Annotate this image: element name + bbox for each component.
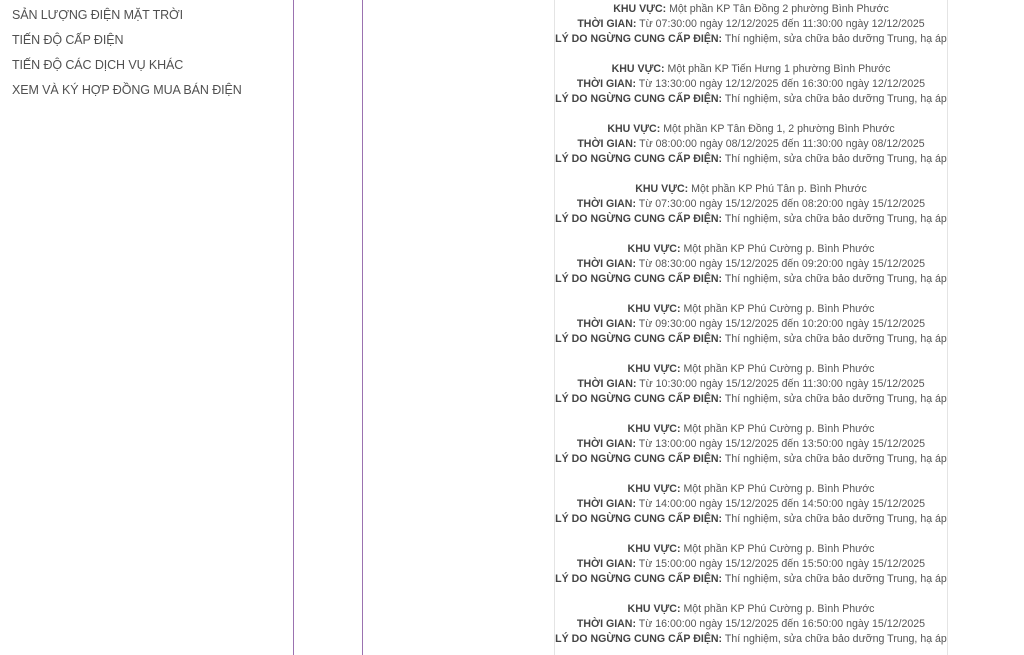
outage-area-row: [555, 182, 947, 197]
outage-time-label: THỜI GIAN:: [576, 498, 636, 510]
outage-reason-label: LÝ DO NGỪNG CUNG CẤP ĐIỆN:: [555, 513, 723, 525]
outage-reason-row: [555, 332, 947, 347]
column-divider-left: [293, 0, 294, 655]
outage-area-label: KHU VỰC:: [627, 603, 681, 615]
outage-reason-value: Thí nghiệm, sửa chữa bảo dưỡng Trung, hạ áp: [724, 333, 947, 345]
outage-time-row: [555, 137, 947, 152]
outage-reason-label: LÝ DO NGỪNG CUNG CẤP ĐIỆN:: [555, 453, 723, 465]
outage-area-value: Một phần KP Phú Cường p. Bình Phước: [683, 543, 875, 555]
outage-entry: [555, 62, 947, 107]
outage-time-value: Từ 14:00:00 ngày 15/12/2025 đến 14:50:00 ngày 15/12/2025: [638, 498, 926, 510]
outage-time-label: THỜI GIAN:: [576, 198, 636, 210]
outage-reason-row: [555, 512, 947, 527]
outage-area-row: [555, 362, 947, 377]
outage-time-row: [555, 557, 947, 572]
outage-time-value: Từ 15:00:00 ngày 15/12/2025 đến 15:50:00 ngày 15/12/2025: [638, 558, 926, 570]
outage-time-value: Từ 08:30:00 ngày 15/12/2025 đến 09:20:00 ngày 15/12/2025: [638, 258, 926, 270]
outage-entry: [555, 422, 947, 467]
outage-area-row: [555, 2, 947, 17]
outage-area-row: [555, 602, 947, 617]
outage-reason-label: LÝ DO NGỪNG CUNG CẤP ĐIỆN:: [555, 573, 723, 585]
outage-reason-label: LÝ DO NGỪNG CUNG CẤP ĐIỆN:: [555, 33, 723, 45]
outage-reason-row: [555, 92, 947, 107]
outage-reason-label: LÝ DO NGỪNG CUNG CẤP ĐIỆN:: [555, 93, 723, 105]
outage-area-row: [555, 62, 947, 77]
outage-time-row: [555, 257, 947, 272]
outage-area-label: KHU VỰC:: [607, 123, 661, 135]
outage-reason-value: Thí nghiệm, sửa chữa bảo dưỡng Trung, hạ áp: [724, 153, 947, 165]
outage-reason-row: [555, 152, 947, 167]
outage-time-value: Từ 16:00:00 ngày 15/12/2025 đến 16:50:00 ngày 15/12/2025: [638, 618, 926, 630]
outage-time-row: [555, 497, 947, 512]
outage-reason-value: Thí nghiệm, sửa chữa bảo dưỡng Trung, hạ áp: [724, 273, 947, 285]
menu-item-power-supply-progress[interactable]: TIẾN ĐỘ CẤP ĐIỆN: [12, 33, 124, 47]
outage-area-label: KHU VỰC:: [635, 183, 689, 195]
outage-time-label: THỜI GIAN:: [577, 18, 637, 30]
outage-time-row: [555, 317, 947, 332]
outage-time-label: THỜI GIAN:: [576, 318, 636, 330]
outage-area-value: Một phần KP Phú Cường p. Bình Phước: [683, 423, 875, 435]
outage-entry: [555, 122, 947, 167]
outage-reason-label: LÝ DO NGỪNG CUNG CẤP ĐIỆN:: [555, 273, 723, 285]
outage-area-label: KHU VỰC:: [613, 3, 667, 15]
outage-reason-row: [555, 392, 947, 407]
outage-reason-label: LÝ DO NGỪNG CUNG CẤP ĐIỆN:: [555, 213, 723, 225]
outage-reason-label: LÝ DO NGỪNG CUNG CẤP ĐIỆN:: [555, 153, 723, 165]
outage-time-value: Từ 13:00:00 ngày 15/12/2025 đến 13:50:00 ngày 15/12/2025: [638, 438, 926, 450]
outage-time-row: [555, 377, 947, 392]
outage-time-row: [555, 197, 947, 212]
outage-reason-value: Thí nghiệm, sửa chữa bảo dưỡng Trung, hạ áp: [724, 633, 947, 645]
outage-area-value: Một phần KP Phú Cường p. Bình Phước: [683, 603, 875, 615]
outage-reason-label: LÝ DO NGỪNG CUNG CẤP ĐIỆN:: [555, 633, 723, 645]
outage-area-value: Một phần KP Phú Cường p. Bình Phước: [683, 483, 875, 495]
outage-area-value: Một phần KP Tân Đồng 1, 2 phường Bình Phước: [663, 123, 895, 135]
outage-time-value: Từ 13:30:00 ngày 12/12/2025 đến 16:30:00 ngày 12/12/2025: [638, 78, 926, 90]
outage-entry: [555, 542, 947, 587]
outage-entry: [555, 362, 947, 407]
outage-time-label: THỜI GIAN:: [576, 558, 636, 570]
column-divider-right: [362, 0, 363, 655]
outage-time-row: [555, 17, 947, 32]
outage-reason-value: Thí nghiệm, sửa chữa bảo dưỡng Trung, hạ áp: [724, 213, 947, 225]
outage-time-label: THỜI GIAN:: [576, 258, 636, 270]
outage-time-label: THỜI GIAN:: [577, 138, 637, 150]
outage-time-row: [555, 77, 947, 92]
outage-reason-label: LÝ DO NGỪNG CUNG CẤP ĐIỆN:: [555, 333, 723, 345]
outage-area-label: KHU VỰC:: [611, 63, 665, 75]
outage-time-label: THỜI GIAN:: [576, 618, 636, 630]
outage-time-value: Từ 07:30:00 ngày 12/12/2025 đến 11:30:00 ngày 12/12/2025: [639, 18, 925, 30]
sidebar-menu: [0, 0, 293, 655]
outage-reason-row: [555, 572, 947, 587]
outage-area-row: [555, 542, 947, 557]
outage-area-label: KHU VỰC:: [627, 483, 681, 495]
outage-area-value: Một phần KP Phú Cường p. Bình Phước: [683, 363, 875, 375]
outage-reason-value: Thí nghiệm, sửa chữa bảo dưỡng Trung, hạ áp: [724, 513, 947, 525]
menu-item-other-services-progress[interactable]: TIẾN ĐỘ CÁC DỊCH VỤ KHÁC: [12, 58, 184, 72]
outage-area-row: [555, 242, 947, 257]
outage-reason-row: [555, 212, 947, 227]
outage-time-label: THỜI GIAN:: [577, 378, 637, 390]
outage-time-row: [555, 617, 947, 632]
outage-area-value: Một phần KP Phú Cường p. Bình Phước: [683, 243, 875, 255]
outage-time-value: Từ 09:30:00 ngày 15/12/2025 đến 10:20:00 ngày 15/12/2025: [638, 318, 926, 330]
outage-entry: [555, 482, 947, 527]
outage-reason-row: [555, 452, 947, 467]
outage-area-value: Một phần KP Phú Cường p. Bình Phước: [683, 303, 875, 315]
outage-time-value: Từ 08:00:00 ngày 08/12/2025 đến 11:30:00 ngày 08/12/2025: [639, 138, 925, 150]
outage-reason-value: Thí nghiệm, sửa chữa bảo dưỡng Trung, hạ áp: [724, 453, 947, 465]
outage-area-label: KHU VỰC:: [627, 543, 681, 555]
outage-time-label: THỜI GIAN:: [576, 438, 636, 450]
outage-time-label: THỜI GIAN:: [576, 78, 636, 90]
outage-entry: [555, 242, 947, 287]
menu-item-solar-output[interactable]: SẢN LƯỢNG ĐIỆN MẶT TRỜI: [12, 8, 184, 22]
outage-reason-label: LÝ DO NGỪNG CUNG CẤP ĐIỆN:: [555, 393, 723, 405]
outage-schedule-panel: [554, 0, 948, 655]
outage-area-value: Một phần KP Tiến Hưng 1 phường Bình Phước: [667, 63, 891, 75]
outage-time-value: Từ 07:30:00 ngày 15/12/2025 đến 08:20:00 ngày 15/12/2025: [638, 198, 926, 210]
outage-entry: [555, 182, 947, 227]
outage-entry: [555, 302, 947, 347]
outage-reason-value: Thí nghiệm, sửa chữa bảo dưỡng Trung, hạ áp: [724, 33, 947, 45]
outage-reason-row: [555, 32, 947, 47]
outage-reason-row: [555, 272, 947, 287]
outage-reason-value: Thí nghiệm, sửa chữa bảo dưỡng Trung, hạ áp: [724, 93, 947, 105]
outage-area-row: [555, 482, 947, 497]
outage-area-value: Một phần KP Phú Tân p. Bình Phước: [691, 183, 867, 195]
outage-reason-value: Thí nghiệm, sửa chữa bảo dưỡng Trung, hạ áp: [724, 393, 947, 405]
menu-item-view-sign-contract[interactable]: XEM VÀ KÝ HỢP ĐỒNG MUA BÁN ĐIỆN: [12, 83, 242, 97]
outage-entry: [555, 2, 947, 47]
outage-area-value: Một phần KP Tân Đồng 2 phường Bình Phước: [669, 3, 889, 15]
outage-reason-value: Thí nghiệm, sửa chữa bảo dưỡng Trung, hạ áp: [724, 573, 947, 585]
outage-area-label: KHU VỰC:: [627, 303, 681, 315]
outage-area-row: [555, 122, 947, 137]
outage-area-label: KHU VỰC:: [627, 423, 681, 435]
outage-area-row: [555, 422, 947, 437]
outage-reason-row: [555, 632, 947, 647]
outage-time-value: Từ 10:30:00 ngày 15/12/2025 đến 11:30:00 ngày 15/12/2025: [639, 378, 925, 390]
outage-area-row: [555, 302, 947, 317]
outage-time-row: [555, 437, 947, 452]
outage-area-label: KHU VỰC:: [627, 243, 681, 255]
outage-entry: [555, 602, 947, 647]
outage-area-label: KHU VỰC:: [627, 363, 681, 375]
